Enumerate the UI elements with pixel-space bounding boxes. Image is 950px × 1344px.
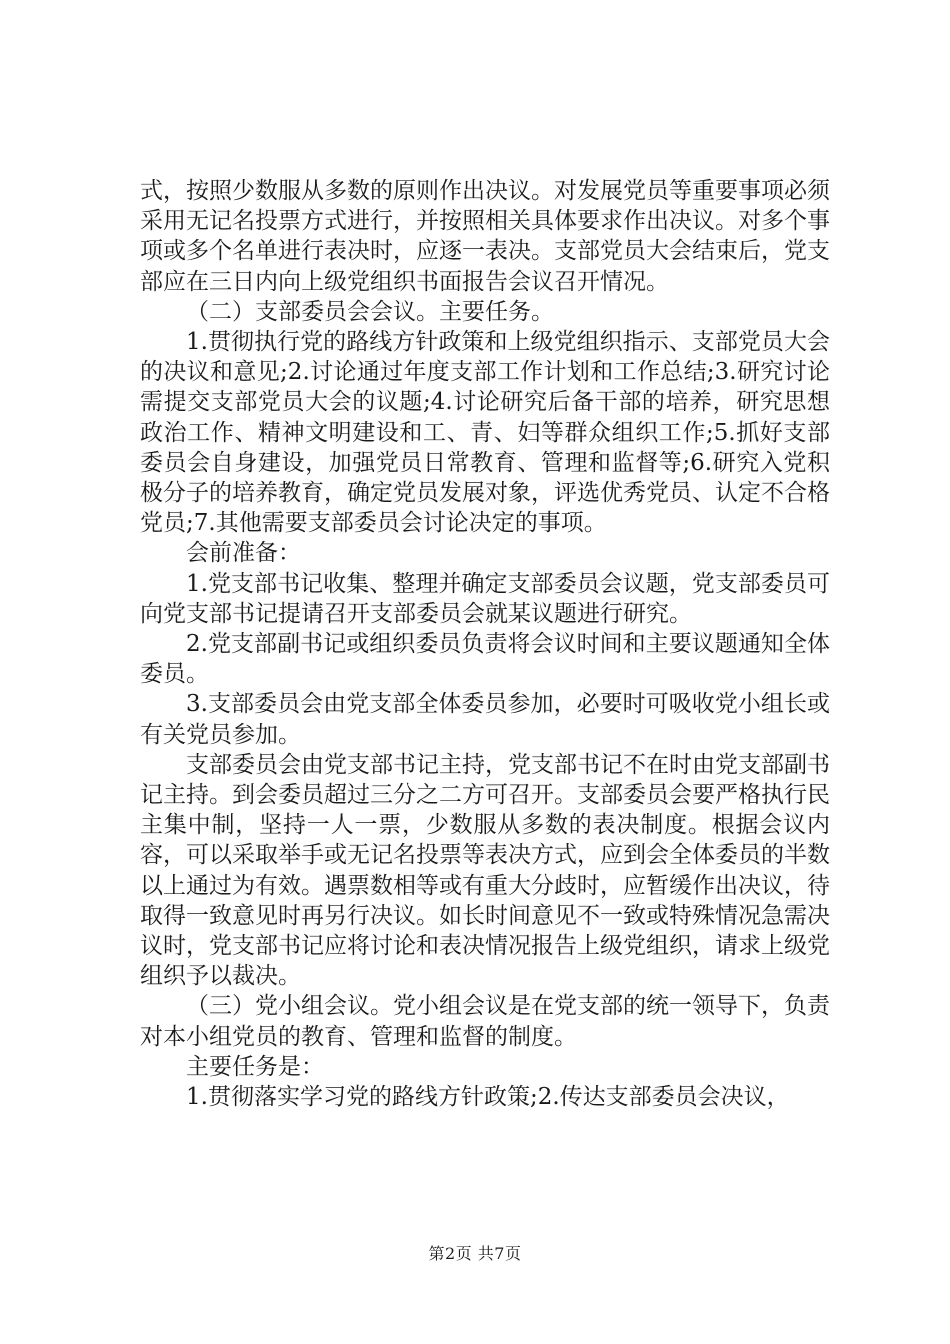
paragraph-7: 3.支部委员会由党支部全体委员参加，必要时可吸收党小组长或有关党员参加。: [140, 691, 830, 748]
paragraph-5: 1.党支部书记收集、整理并确定支部委员会议题，党支部委员可向党支部书记提请召开支部委员会就某议题进行研究。: [140, 570, 830, 627]
paragraph-1: 式，按照少数服从多数的原则作出决议。对发展党员等重要事项必须采用无记名投票方式进行，并按照相关具体要求作出决议。对多个事项或多个名单进行表决时，应逐一表决。支部党员大会结束后，党支部应在三日内向上级党组织书面报告会议召开情况。: [140, 178, 830, 295]
paragraph-9: （三）党小组会议。党小组会议是在党支部的统一领导下，负责对本小组党员的教育、管理和监督的制度。: [140, 993, 830, 1050]
document-body: [140, 176, 830, 1112]
paragraph-3: 1.贯彻执行党的路线方针政策和上级党组织指示、支部党员大会的决议和意见;2.讨论通过年度支部工作计划和工作总结;3.研究讨论需提交支部党员大会的议题;4.讨论研究后备干部的培养，研究思想政治工作、精神文明建设和工、青、妇等群众组织工作;5.抓好支部委员会自身建设，加强党员日常教育、管理和监督等;6.研究入党积极分子的培养教育，确定党员发展对象，评选优秀党员、认定不合格党员;7.其他需要支部委员会讨论决定的事项。: [140, 329, 830, 537]
paragraph-4: 会前准备：: [186, 540, 301, 567]
paragraph-11: 1.贯彻落实学习党的路线方针政策;2.传达支部委员会决议，: [186, 1084, 790, 1111]
paragraph-6: 2.党支部副书记或组织委员负责将会议时间和主要议题通知全体委员。: [140, 631, 830, 688]
page-footer: 第2页 共7页: [428, 1244, 522, 1263]
paragraph-2: （二）支部委员会会议。主要任务。: [186, 298, 554, 325]
paragraph-10: 主要任务是：: [186, 1053, 324, 1080]
paragraph-8: 支部委员会由党支部书记主持，党支部书记不在时由党支部副书记主持。到会委员超过三分之二方可召开。支部委员会要严格执行民主集中制，坚持一人一票，少数服从多数的表决制度。根据会议内容，可以采取举手或无记名投票等表决方式，应到会全体委员的半数以上通过为有效。遇票数相等或有重大分歧时，应暂缓作出决议，待取得一致意见时再另行决议。如长时间意见不一致或特殊情况急需决议时，党支部书记应将讨论和表决情况报告上级党组织，请求上级党组织予以裁决。: [140, 751, 830, 990]
